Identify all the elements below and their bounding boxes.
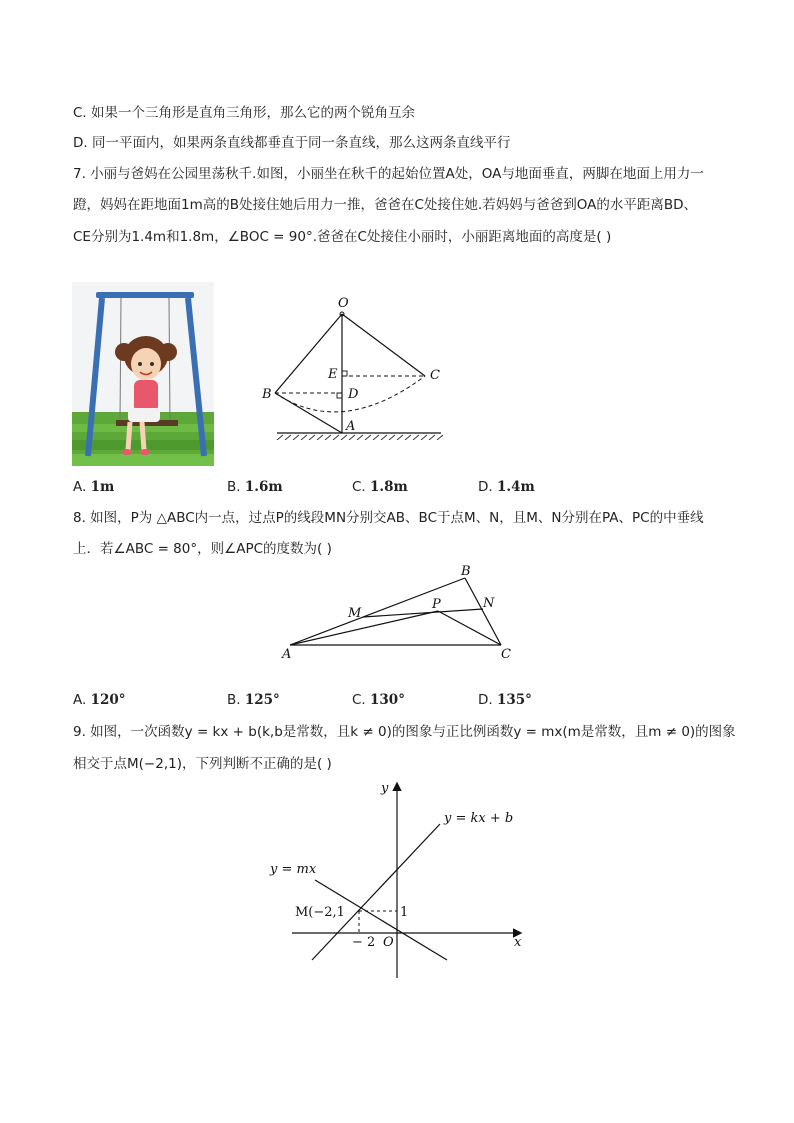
label-O: O [338, 296, 349, 311]
q9-text-line-1: 9. 如图，一次函数y = kx + b(k,b是常数，且k ≠ 0)的图象与正比例函数y = mx(m是常数，且m ≠ 0)的图象 [73, 724, 736, 740]
q7-text-line-3: CE分别为1.4m和1.8m，∠BOC = 90°.爸爸在C处接住小丽时，小丽距离地面的高度是( ) [73, 229, 612, 245]
x-axis-label: x [514, 935, 522, 950]
fig8-label-C: C [501, 647, 511, 662]
q8-option-c[interactable]: C. 130° [352, 692, 405, 708]
q8-option-d[interactable]: D. 135° [478, 692, 532, 708]
line-mx-label: y = mx [270, 862, 317, 877]
q7-text-line-2: 蹬，妈妈在距地面1m高的B处接住她后用力一推，爸爸在C处接住她.若妈妈与爸爸到OA的水平距离BD、 [73, 197, 697, 213]
q9-text-line-2: 相交于点M(−2,1)，下列判断不正确的是( ) [73, 756, 332, 772]
tick-neg2-label: − 2 [352, 935, 376, 950]
q8-option-b[interactable]: B. 125° [227, 692, 280, 708]
q8-options [73, 690, 733, 710]
q7-text-line-1: 7. 小丽与爸妈在公园里荡秋千.如图，小丽坐在秋千的起始位置A处，OA与地面垂直，两脚在地面上用力一 [73, 166, 704, 182]
origin-label: O [383, 935, 394, 950]
fig8-label-B: B [461, 564, 471, 579]
label-E: E [328, 367, 338, 382]
swing-illustration [72, 282, 214, 466]
q8-text-line-2: 上．若∠ABC = 80°，则∠APC的度数为( ) [73, 541, 332, 557]
option-c-text: C. 如果一个三角形是直角三角形，那么它的两个锐角互余 [73, 105, 416, 121]
fig8-label-P: P [432, 597, 441, 612]
label-C: C [430, 368, 440, 383]
q8-option-a[interactable]: A. 120° [73, 692, 126, 708]
q8-text-line-1: 8. 如图，P为 △ABC内一点，过点P的线段MN分别交AB、BC于点M、N，且M、N分别在PA、PC的中垂线 [73, 510, 704, 526]
fig8-label-M: M [348, 606, 362, 621]
q7-option-d[interactable]: D. 1.4m [478, 479, 535, 495]
q9-function-graph [262, 776, 532, 982]
label-A: A [346, 419, 356, 434]
label-B: B [262, 387, 272, 402]
fig8-label-A: A [282, 647, 292, 662]
tick-1-label: 1 [400, 905, 409, 920]
q7-options [73, 477, 733, 497]
fig8-label-N: N [483, 596, 495, 611]
line-kx-label: y = kx + b [444, 811, 514, 826]
q7-option-b[interactable]: B. 1.6m [227, 479, 283, 495]
label-D: D [348, 387, 359, 402]
point-M-label: M(−2,1 [295, 905, 345, 920]
q7-option-c[interactable]: C. 1.8m [352, 479, 408, 495]
q7-option-a[interactable]: A. 1m [73, 479, 115, 495]
q8-triangle-figure [275, 562, 525, 662]
q7-geometry-figure [255, 290, 455, 440]
option-d-text: D. 同一平面内，如果两条直线都垂直于同一条直线，那么这两条直线平行 [73, 135, 511, 151]
y-axis-label: y [381, 781, 389, 796]
